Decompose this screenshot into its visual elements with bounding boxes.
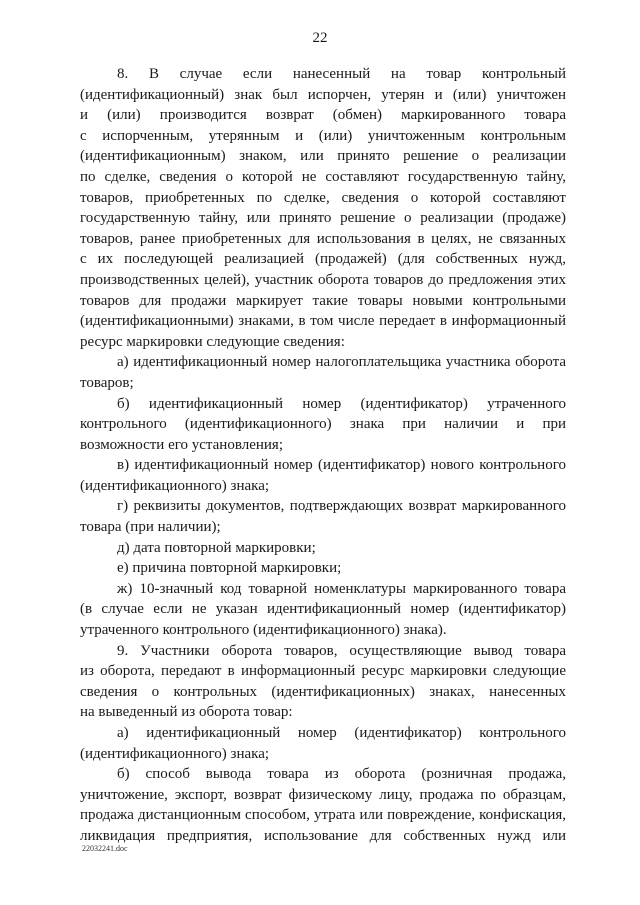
text-line: в) идентификационный номер (идентификатор) нового контрольного: [117, 457, 566, 474]
text-line: (идентификационного) знака;: [80, 477, 270, 494]
text-line: 9. Участники оборота товаров, осуществляющие вывод товара: [117, 642, 566, 659]
text-line: а) идентификационный номер (идентификатор) контрольного: [117, 725, 566, 741]
text-line: и (или) производится возврат (обмен) маркированного товара: [80, 107, 566, 124]
text-line: (идентификационными) знаками, в том числе передает в информационный: [80, 313, 566, 330]
text-line: е) причина повторной маркировки;: [117, 560, 342, 577]
text-line: ликвидация предприятия, использование для собственных нужд или: [80, 827, 566, 844]
text-line: (идентификационного) знака;: [80, 745, 270, 762]
text-line: с испорченным, утерянным и (или) уничтоженным контрольным: [80, 127, 566, 144]
text-line: а) идентификационный номер налогоплательщика участника оборота: [117, 354, 566, 371]
text-line: утраченного контрольного (идентификационного) знака).: [80, 622, 447, 639]
text-line: (идентификационный) знак был испорчен, утерян и (или) уничтожен: [80, 86, 566, 103]
text-line: 8. В случае если нанесенный на товар контрольный: [117, 66, 566, 82]
text-line: товаров, ранее приобретенных для использования в целях, не связанных: [80, 230, 566, 247]
text-line: из оборота, передают в информационный ресурс маркировки следующие: [80, 663, 566, 680]
text-line: уничтожение, экспорт, возврат физическому лицу, продажа по образцам,: [80, 786, 566, 803]
text-line: контрольного (идентификационного) знака при наличии и при: [80, 416, 566, 433]
text-line: ж) 10-значный код товарной номенклатуры маркированного товара: [117, 580, 566, 597]
text-line: с их последующей реализацией (продажей) (для собственных нужд,: [80, 251, 566, 268]
text-line: б) идентификационный номер (идентификатор) утраченного: [117, 395, 566, 412]
text-line: сведения о контрольных (идентификационных) знаках, нанесенных: [80, 683, 566, 700]
text-line: продажа дистанционным способом, утрата или повреждение, конфискация,: [80, 807, 566, 824]
text-line: возможности его установления;: [80, 436, 283, 453]
footer-document-code: 22032241.doc: [82, 844, 128, 853]
text-line: товаров, приобретенных по сделке, сведения о которой составляют: [80, 189, 566, 206]
text-line: товаров;: [80, 374, 134, 391]
text-line: г) реквизиты документов, подтверждающих возврат маркированного: [117, 498, 566, 515]
text-line: производственных целей), участник оборота товаров до предложения этих: [80, 271, 566, 288]
page-number: 22: [312, 30, 328, 46]
text-line: по сделке, сведения о которой не составляют государственную тайну,: [80, 168, 566, 185]
body-text: [80, 64, 566, 847]
text-line: товаров для продажи маркирует такие товары новыми контрольными: [80, 292, 566, 309]
text-line: б) способ вывода товара из оборота (розничная продажа,: [117, 766, 566, 783]
text-line: государственную тайну, или принято решение о реализации (продаже): [80, 210, 566, 227]
text-line: д) дата повторной маркировки;: [117, 539, 316, 556]
text-line: товара (при наличии);: [80, 519, 221, 536]
text-line: на выведенный из оборота товар:: [80, 704, 293, 721]
text-line: (идентификационным) знаком, или принято решение о реализации: [80, 148, 566, 165]
text-line: ресурс маркировки следующие сведения:: [80, 333, 345, 350]
text-line: (в случае если не указан идентификационный номер (идентификатор): [80, 601, 566, 618]
